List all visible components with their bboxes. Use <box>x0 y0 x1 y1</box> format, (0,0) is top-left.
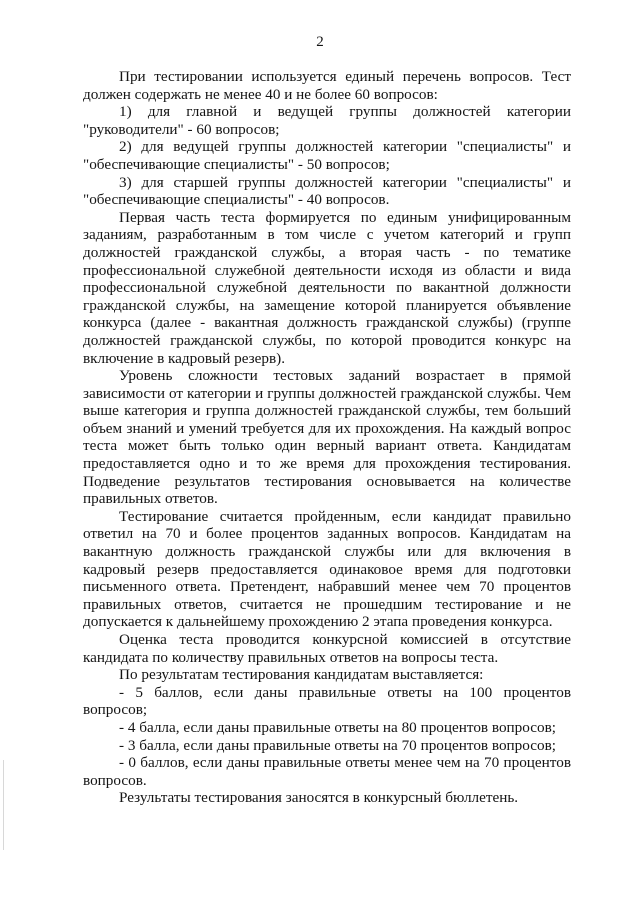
page-number: 2 <box>316 34 324 50</box>
document-body <box>83 68 571 807</box>
paragraph-list-item-1: 1) для главной и ведущей группы должностей категории "руководители" - 60 вопросов; <box>83 103 571 138</box>
paragraph-score-4: - 4 балла, если даны правильные ответы на 80 процентов вопросов; <box>119 718 556 736</box>
paragraph-list-item-2: 2) для ведущей группы должностей категории "специалисты" и "обеспечивающие специалисты" - 50 вопросов; <box>83 138 571 173</box>
scan-edge-mark <box>3 760 4 850</box>
paragraph-score-3: - 3 балла, если даны правильные ответы на 70 процентов вопросов; <box>119 736 556 754</box>
paragraph-scoring-intro: По результатам тестирования кандидатам выставляется: <box>119 666 484 684</box>
paragraph-test-passing: Тестирование считается пройденным, если кандидат правильно ответил на 70 и более процентов заданных вопросов. Кандидатам на вакантную должность гражданской службы или для включения в кадровый резерв предоставляется одинаковое время для подготовки письменного ответа. Претендент, набравший менее чем 70 процентов правильных ответов, считается не прошедшим тестирование и не допускается к дальнейшему прохождению 2 этапа проведения конкурса. <box>83 507 571 631</box>
paragraph-test-structure: Первая часть теста формируется по единым унифицированным заданиям, разработанным в том числе с учетом категорий и групп должностей гражданской службы, а вторая часть - по тематике профессиональной служебной деятельности исходя из области и вида профессиональной служебной деятельности по вакантной должности гражданской службы, на замещение которой планируется объявление конкурса (далее - вакантная должность гражданской службы) (группе должностей гражданской службы, по которой проводится конкурс на включение в кадровый резерв). <box>83 208 571 367</box>
paragraph-test-evaluation: Оценка теста проводится конкурсной комиссией в отсутствие кандидата по количеству правильных ответов на вопросы теста. <box>83 631 571 666</box>
paragraph-test-difficulty: Уровень сложности тестовых заданий возрастает в прямой зависимости от категории и группы должностей гражданской службы. Чем выше категория и группа должностей гражданской службы, тем больший объем знаний и умений требуется для их прохождения. На каждый вопрос теста может быть только один верный вариант ответа. Кандидатам предоставляется одно и то же время для прохождения тестирования. Подведение результатов тестирования основывается на количестве правильных ответов. <box>83 367 571 508</box>
paragraph-test-question-list: При тестировании используется единый перечень вопросов. Тест должен содержать не менее 40 и не более 60 вопросов: <box>83 68 571 103</box>
paragraph-results-ballot: Результаты тестирования заносятся в конкурсный бюллетень. <box>119 789 519 807</box>
paragraph-score-0: - 0 баллов, если даны правильные ответы менее чем на 70 процентов вопросов. <box>83 754 571 789</box>
paragraph-score-5: - 5 баллов, если даны правильные ответы на 100 процентов вопросов; <box>83 683 571 719</box>
paragraph-list-item-3: 3) для старшей группы должностей категории "специалисты" и "обеспечивающие специалисты" - 40 вопросов. <box>83 173 571 209</box>
